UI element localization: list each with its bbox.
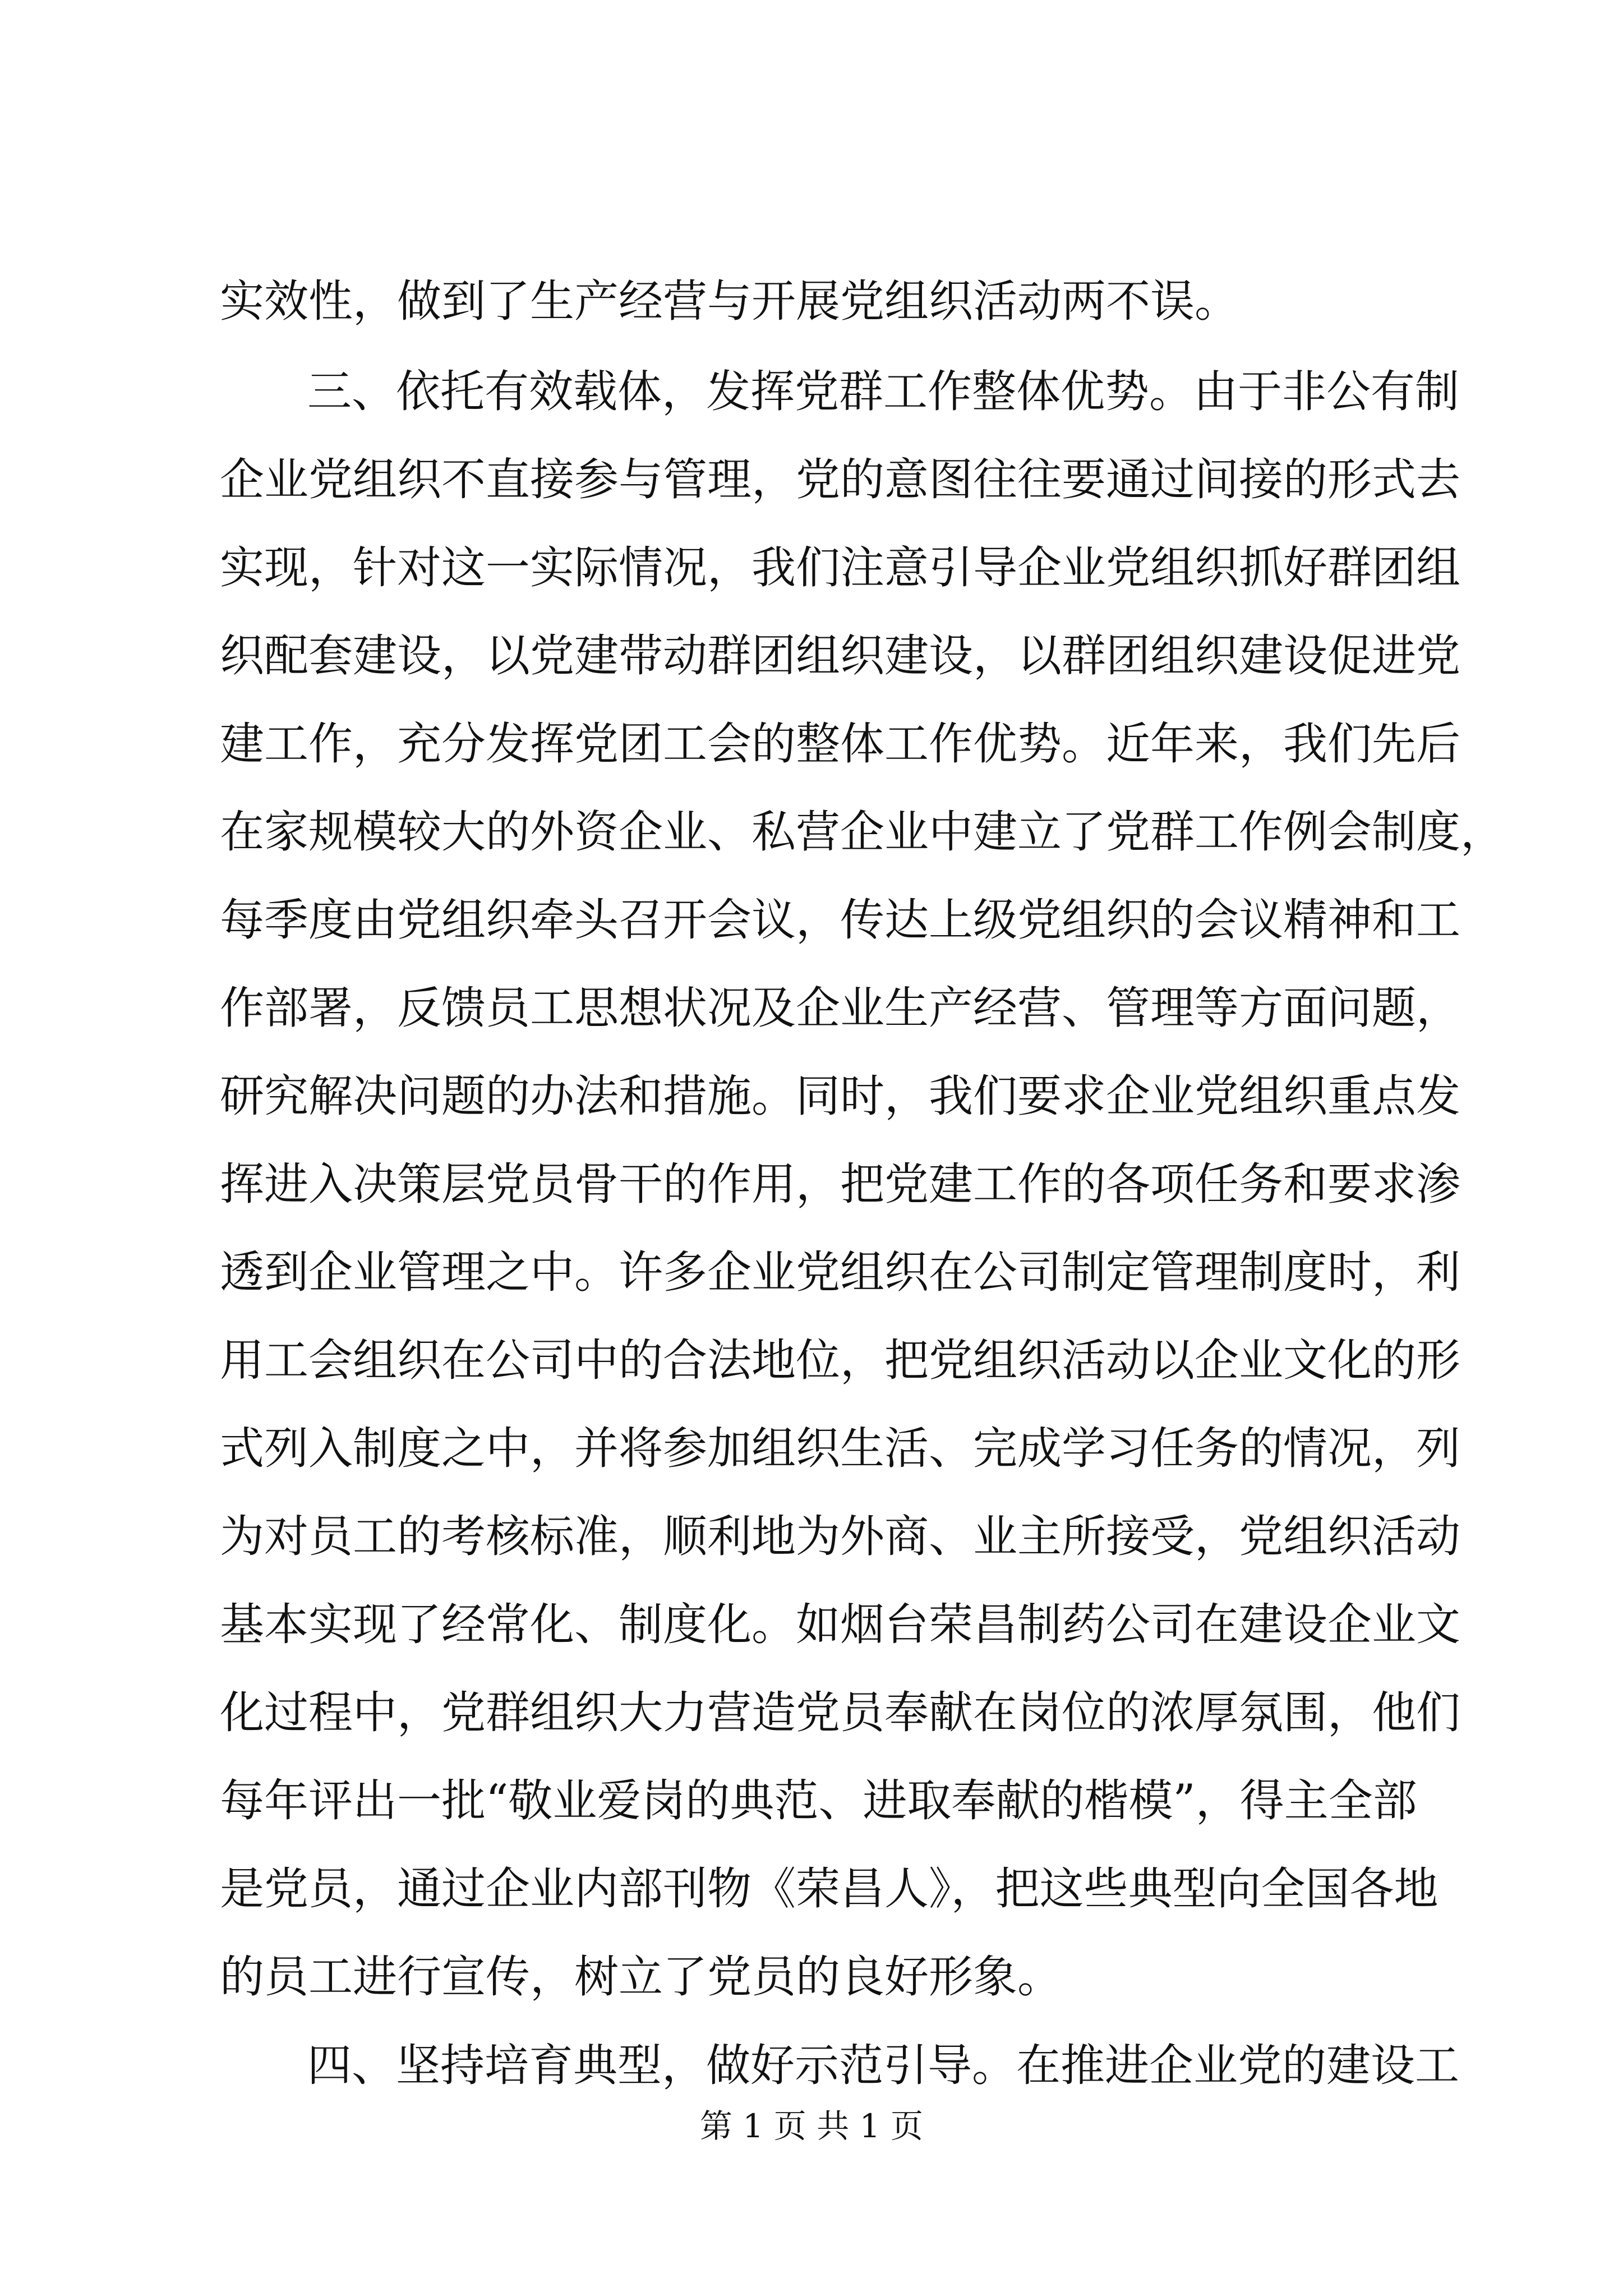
paragraph-line-7: 在家规模较大的外资企业、私营企业中建立了党群工作例会制度，	[220, 806, 1505, 858]
paragraph-line-19: 是党员，通过企业内部刊物《荣昌人》，把这些典型向全国各地	[220, 1863, 1438, 1915]
paragraph-line-11: 挥进入决策层党员骨干的作用，把党建工作的各项任务和要求渗	[220, 1158, 1460, 1210]
paragraph-line-9: 作部署，反馈员工思想状况及企业生产经营、管理等方面问题，	[220, 982, 1460, 1034]
paragraph-line-5: 织配套建设，以党建带动群团组织建设，以群团组织建设促进党	[220, 630, 1460, 682]
paragraph-line-4: 实现，针对这一实际情况，我们注意引导企业党组织抓好群团组	[220, 542, 1460, 593]
paragraph-line-21: 四、坚持培育典型，做好示范引导。在推进企业党的建设工	[307, 2040, 1459, 2091]
paragraph-line-18: 每年评出一批“敬业爱岗的典范、进取奉献的楷模”，得主全部	[220, 1775, 1417, 1826]
paragraph-line-20: 的员工进行宣传，树立了党员的良好形象。	[220, 1951, 1062, 2003]
paragraph-line-13: 用工会组织在公司中的合法地位，把党组织活动以企业文化的形	[220, 1335, 1460, 1386]
paragraph-line-10: 研究解决问题的办法和措施。同时，我们要求企业党组织重点发	[220, 1070, 1460, 1122]
paragraph-line-12: 透到企业管理之中。许多企业党组织在公司制定管理制度时，利	[220, 1246, 1460, 1298]
paragraph-line-6: 建工作，充分发挥党团工会的整体工作优势。近年来，我们先后	[220, 718, 1460, 770]
paragraph-line-3: 企业党组织不直接参与管理，党的意图往往要通过间接的形式去	[220, 454, 1460, 505]
paragraph-line-14: 式列入制度之中，并将参加组织生活、完成学习任务的情况，列	[220, 1423, 1460, 1474]
paragraph-line-2: 三、依托有效载体，发挥党群工作整体优势。由于非公有制	[307, 366, 1459, 417]
page-number-footer: 第 1 页 共 1 页	[700, 2107, 923, 2145]
paragraph-line-16: 基本实现了经常化、制度化。如烟台荣昌制药公司在建设企业文	[220, 1599, 1460, 1650]
paragraph-line-17: 化过程中，党群组织大力营造党员奉献在岗位的浓厚氛围，他们	[220, 1687, 1460, 1738]
paragraph-line-1: 实效性，做到了生产经营与开展党组织活动两不误。	[220, 275, 1239, 327]
paragraph-line-15: 为对员工的考核标准，顺利地为外商、业主所接受，党组织活动	[220, 1511, 1460, 1562]
paragraph-line-8: 每季度由党组织牵头召开会议，传达上级党组织的会议精神和工	[220, 894, 1460, 946]
